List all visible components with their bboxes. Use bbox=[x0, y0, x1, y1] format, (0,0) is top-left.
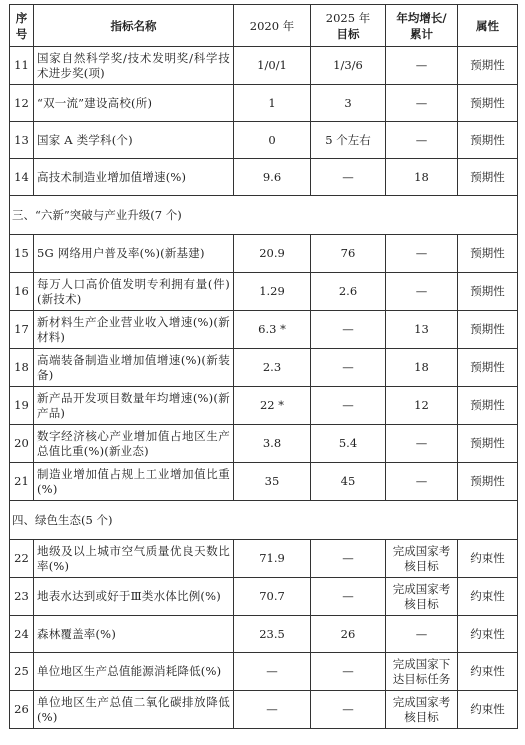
value-2020: 6.3 * bbox=[234, 311, 311, 349]
value-2020: 35 bbox=[234, 463, 311, 501]
row-number: 18 bbox=[10, 349, 34, 387]
table-row bbox=[10, 47, 518, 85]
table-section-3 bbox=[10, 196, 518, 235]
table-row bbox=[10, 691, 518, 729]
growth-cumulative: — bbox=[386, 463, 458, 501]
target-2025: — bbox=[311, 159, 386, 196]
header-growth bbox=[386, 5, 458, 47]
growth-cumulative: — bbox=[386, 235, 458, 273]
growth-cumulative: 12 bbox=[386, 387, 458, 425]
table-row bbox=[10, 85, 518, 122]
indicator-name: 数字经济核心产业增加值占地区生产总值比重(%)(新业态) bbox=[34, 425, 234, 463]
table-row bbox=[10, 122, 518, 159]
table-row bbox=[10, 578, 518, 616]
table-row bbox=[10, 387, 518, 425]
indicator-name: 国家 A 类学科(个) bbox=[34, 122, 234, 159]
indicator-attribute: 约束性 bbox=[458, 691, 518, 729]
target-2025: 3 bbox=[311, 85, 386, 122]
target-2025: 45 bbox=[311, 463, 386, 501]
indicator-name: 每万人口高价值发明专利拥有量(件)(新技术) bbox=[34, 273, 234, 311]
row-number: 22 bbox=[10, 540, 34, 578]
row-number: 26 bbox=[10, 691, 34, 729]
table-section-4 bbox=[10, 501, 518, 540]
growth-cumulative: — bbox=[386, 616, 458, 653]
table-header-row bbox=[10, 5, 518, 47]
section-title-industry: 三、“六新”突破与产业升级(7 个) bbox=[10, 196, 518, 235]
growth-cumulative: 18 bbox=[386, 349, 458, 387]
indicator-name: 制造业增加值占规上工业增加值比重(%) bbox=[34, 463, 234, 501]
header-2025-line1: 2025 年 bbox=[325, 10, 371, 25]
indicator-name: 高端装备制造业增加值增速(%)(新装备) bbox=[34, 349, 234, 387]
indicator-attribute: 预期性 bbox=[458, 273, 518, 311]
row-number: 12 bbox=[10, 85, 34, 122]
indicator-name: 高技术制造业增加值增速(%) bbox=[34, 159, 234, 196]
indicator-name: 国家自然科学奖/技术发明奖/科学技术进步奖(项) bbox=[34, 47, 234, 85]
value-2020: 1.29 bbox=[234, 273, 311, 311]
indicator-name: 新产品开发项目数量年均增速(%)(新产品) bbox=[34, 387, 234, 425]
indicator-attribute: 预期性 bbox=[458, 425, 518, 463]
value-2020: 1/0/1 bbox=[234, 47, 311, 85]
table-row bbox=[10, 159, 518, 196]
row-number: 14 bbox=[10, 159, 34, 196]
value-2020: — bbox=[234, 691, 311, 729]
header-name: 指标名称 bbox=[34, 5, 234, 47]
row-number: 20 bbox=[10, 425, 34, 463]
growth-cumulative: — bbox=[386, 85, 458, 122]
section-title-green: 四、绿色生态(5 个) bbox=[10, 501, 518, 540]
row-number: 16 bbox=[10, 273, 34, 311]
section-row-green bbox=[10, 501, 518, 540]
target-2025: 76 bbox=[311, 235, 386, 273]
indicator-name: 地表水达到或好于Ⅲ类水体比例(%) bbox=[34, 578, 234, 616]
indicator-attribute: 预期性 bbox=[458, 122, 518, 159]
value-2020: 22 * bbox=[234, 387, 311, 425]
indicator-attribute: 预期性 bbox=[458, 387, 518, 425]
target-2025: — bbox=[311, 349, 386, 387]
growth-cumulative: — bbox=[386, 47, 458, 85]
indicator-attribute: 约束性 bbox=[458, 616, 518, 653]
table-row bbox=[10, 235, 518, 273]
header-2025-line2: 目标 bbox=[336, 26, 360, 41]
indicator-name: 5G 网络用户普及率(%)(新基建) bbox=[34, 235, 234, 273]
target-2025: — bbox=[311, 311, 386, 349]
indicator-table-container bbox=[9, 4, 517, 729]
row-number: 19 bbox=[10, 387, 34, 425]
value-2020: 9.6 bbox=[234, 159, 311, 196]
header-2020: 2020 年 bbox=[234, 5, 311, 47]
value-2020: 23.5 bbox=[234, 616, 311, 653]
header-2025-target bbox=[311, 5, 386, 47]
indicator-attribute: 预期性 bbox=[458, 311, 518, 349]
indicator-name: 森林覆盖率(%) bbox=[34, 616, 234, 653]
value-2020: — bbox=[234, 653, 311, 691]
indicator-name: 单位地区生产总值二氧化碳排放降低(%) bbox=[34, 691, 234, 729]
row-number: 17 bbox=[10, 311, 34, 349]
header-seq bbox=[10, 5, 34, 47]
growth-cumulative: — bbox=[386, 273, 458, 311]
indicator-attribute: 约束性 bbox=[458, 578, 518, 616]
indicator-attribute: 预期性 bbox=[458, 235, 518, 273]
table-row bbox=[10, 349, 518, 387]
indicator-table bbox=[9, 4, 518, 729]
growth-cumulative: 13 bbox=[386, 311, 458, 349]
value-2020: 3.8 bbox=[234, 425, 311, 463]
row-number: 11 bbox=[10, 47, 34, 85]
indicator-name: 单位地区生产总值能源消耗降低(%) bbox=[34, 653, 234, 691]
value-2020: 2.3 bbox=[234, 349, 311, 387]
value-2020: 1 bbox=[234, 85, 311, 122]
growth-cumulative: 完成国家考核目标 bbox=[386, 540, 458, 578]
growth-cumulative: — bbox=[386, 425, 458, 463]
table-row bbox=[10, 311, 518, 349]
growth-cumulative: 完成国家下达目标任务 bbox=[386, 653, 458, 691]
table-body-industry bbox=[10, 235, 518, 501]
table-row bbox=[10, 540, 518, 578]
indicator-attribute: 预期性 bbox=[458, 349, 518, 387]
value-2020: 71.9 bbox=[234, 540, 311, 578]
indicator-attribute: 约束性 bbox=[458, 653, 518, 691]
value-2020: 20.9 bbox=[234, 235, 311, 273]
indicator-name: “双一流”建设高校(所) bbox=[34, 85, 234, 122]
growth-cumulative: 18 bbox=[386, 159, 458, 196]
header-growth-line1: 年均增长/ bbox=[396, 10, 447, 25]
section-row-industry bbox=[10, 196, 518, 235]
indicator-name: 地级及以上城市空气质量优良天数比率(%) bbox=[34, 540, 234, 578]
indicator-attribute: 预期性 bbox=[458, 85, 518, 122]
header-seq-label: 序 号 bbox=[15, 10, 28, 41]
table-body-research bbox=[10, 47, 518, 196]
target-2025: — bbox=[311, 578, 386, 616]
table-row bbox=[10, 425, 518, 463]
indicator-attribute: 约束性 bbox=[458, 540, 518, 578]
table-row bbox=[10, 653, 518, 691]
target-2025: 26 bbox=[311, 616, 386, 653]
target-2025: — bbox=[311, 387, 386, 425]
row-number: 15 bbox=[10, 235, 34, 273]
indicator-name: 新材料生产企业营业收入增速(%)(新材料) bbox=[34, 311, 234, 349]
value-2020: 0 bbox=[234, 122, 311, 159]
target-2025: 5 个左右 bbox=[311, 122, 386, 159]
indicator-attribute: 预期性 bbox=[458, 463, 518, 501]
target-2025: 5.4 bbox=[311, 425, 386, 463]
table-body-green bbox=[10, 540, 518, 729]
growth-cumulative: — bbox=[386, 122, 458, 159]
target-2025: — bbox=[311, 691, 386, 729]
table-row bbox=[10, 273, 518, 311]
row-number: 23 bbox=[10, 578, 34, 616]
indicator-attribute: 预期性 bbox=[458, 47, 518, 85]
header-attr: 属性 bbox=[458, 5, 518, 47]
target-2025: 1/3/6 bbox=[311, 47, 386, 85]
row-number: 24 bbox=[10, 616, 34, 653]
table-row bbox=[10, 616, 518, 653]
target-2025: — bbox=[311, 540, 386, 578]
table-row bbox=[10, 463, 518, 501]
target-2025: — bbox=[311, 653, 386, 691]
indicator-attribute: 预期性 bbox=[458, 159, 518, 196]
value-2020: 70.7 bbox=[234, 578, 311, 616]
row-number: 21 bbox=[10, 463, 34, 501]
growth-cumulative: 完成国家考核目标 bbox=[386, 578, 458, 616]
row-number: 13 bbox=[10, 122, 34, 159]
header-growth-line2: 累计 bbox=[410, 26, 433, 41]
target-2025: 2.6 bbox=[311, 273, 386, 311]
growth-cumulative: 完成国家考核目标 bbox=[386, 691, 458, 729]
row-number: 25 bbox=[10, 653, 34, 691]
